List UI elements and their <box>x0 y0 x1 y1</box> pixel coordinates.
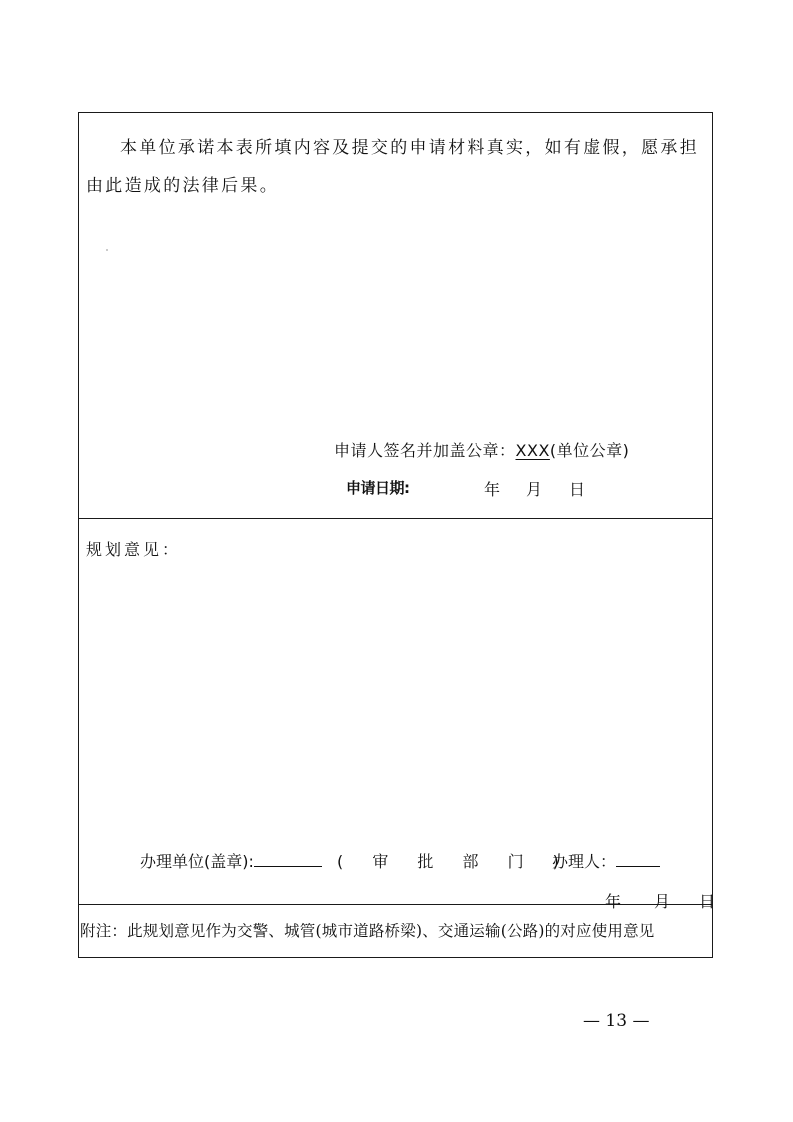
commitment-text-line-1: 本单位承诺本表所填内容及提交的申请材料真实，如有虚假，愿承担 <box>120 138 699 158</box>
application-date-label: 申请日期: <box>346 479 410 497</box>
commitment-text-line-2: 由此造成的法律后果。 <box>86 176 279 196</box>
date-day: 日 <box>569 480 586 499</box>
handler-label: 办理人： <box>552 852 617 871</box>
opinion-date-month: 月 <box>654 892 671 911</box>
scan-speck <box>106 249 108 251</box>
applicant-signature-line <box>334 438 629 461</box>
note-section <box>79 905 712 957</box>
signature-label: 申请人签名并加盖公章： <box>334 441 516 460</box>
commitment-section <box>79 113 712 519</box>
planning-opinion-label: 规划意见： <box>86 540 182 559</box>
signature-suffix: (单位公章) <box>549 441 630 460</box>
handling-unit-line <box>140 849 322 872</box>
opinion-date-day: 日 <box>699 892 716 911</box>
page-number: — 13 — <box>583 1011 650 1031</box>
handler-line <box>552 849 660 872</box>
note-text: 附注：此规划意见作为交警、城管(城市道路桥梁)、交通运输(公路)的对应使用意见 <box>80 922 655 940</box>
opinion-date-year: 年 <box>605 892 622 911</box>
handling-unit-label: 办理单位(盖章): <box>140 852 254 871</box>
approval-department: ( 审 批 部 门 ) <box>337 852 571 871</box>
date-month: 月 <box>526 480 543 499</box>
planning-opinion-section <box>79 519 716 911</box>
signature-value: XXX <box>515 441 550 460</box>
application-form-table <box>78 112 716 958</box>
handler-blank <box>616 852 660 867</box>
date-year: 年 <box>484 480 501 499</box>
handling-unit-blank <box>254 852 322 867</box>
